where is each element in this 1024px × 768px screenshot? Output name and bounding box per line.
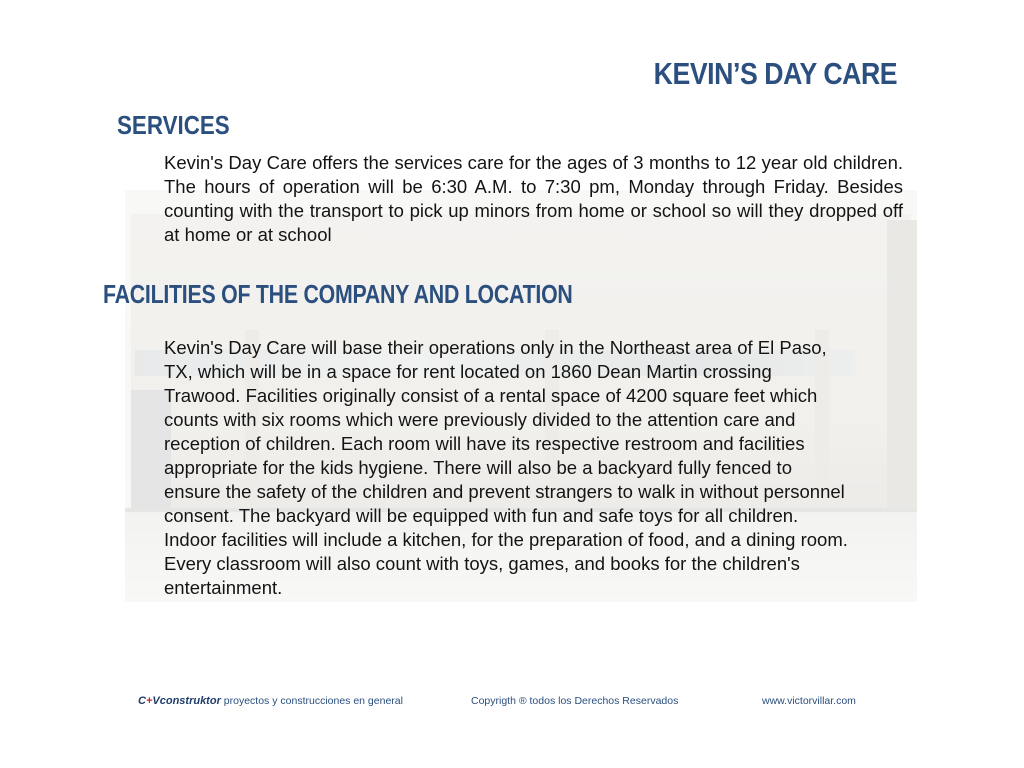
services-heading: SERVICES [117,110,230,140]
footer-copyright: Copyrigth ® todos los Derechos Reservados [471,695,679,707]
footer-brand [138,695,403,707]
brand-plus: + [145,695,153,707]
footer-website-link[interactable]: www.victorvillar.com [762,695,856,707]
brand-tagline: proyectos y construcciones en general [220,695,403,707]
facilities-heading: FACILITIES OF THE COMPANY AND LOCATION [103,279,573,309]
facilities-paragraph: Kevin's Day Care will base their operations only in the Northeast area of El Paso, TX, which will be in a space for rent located on 1860 Dean Martin crossing Trawood. Facilities originally consist of a rental space of 4200 square feet which counts with six rooms which were previously divided to the attention care and reception of children. Each room will have its respective restroom and facilities appropriate for the kids hygiene. There will also be a backyard fully fenced to ensure the safety of the children and prevent strangers to walk in without personnel consent. The backyard will be equipped with fun and safe toys for all children. Indoor facilities will include a kitchen, for the preparation of food, and a dining room. Every classroom will also count with toys, games, and books for the children's entertainment. [164,337,848,598]
brand-name: Vconstruktor [152,695,221,707]
brand-prefix: C [138,695,146,707]
brand-logo [138,695,221,707]
slide-title: KEVIN’S DAY CARE [653,56,897,91]
services-paragraph: Kevin's Day Care offers the services care for the ages of 3 months to 12 year old children. The hours of operation will be 6:30 A.M. to 7:30 pm, Monday through Friday. Besides counting with the transport to pick up minors from home or school so will they dropped off at home or at school [164,152,903,245]
footer [0,695,1024,715]
